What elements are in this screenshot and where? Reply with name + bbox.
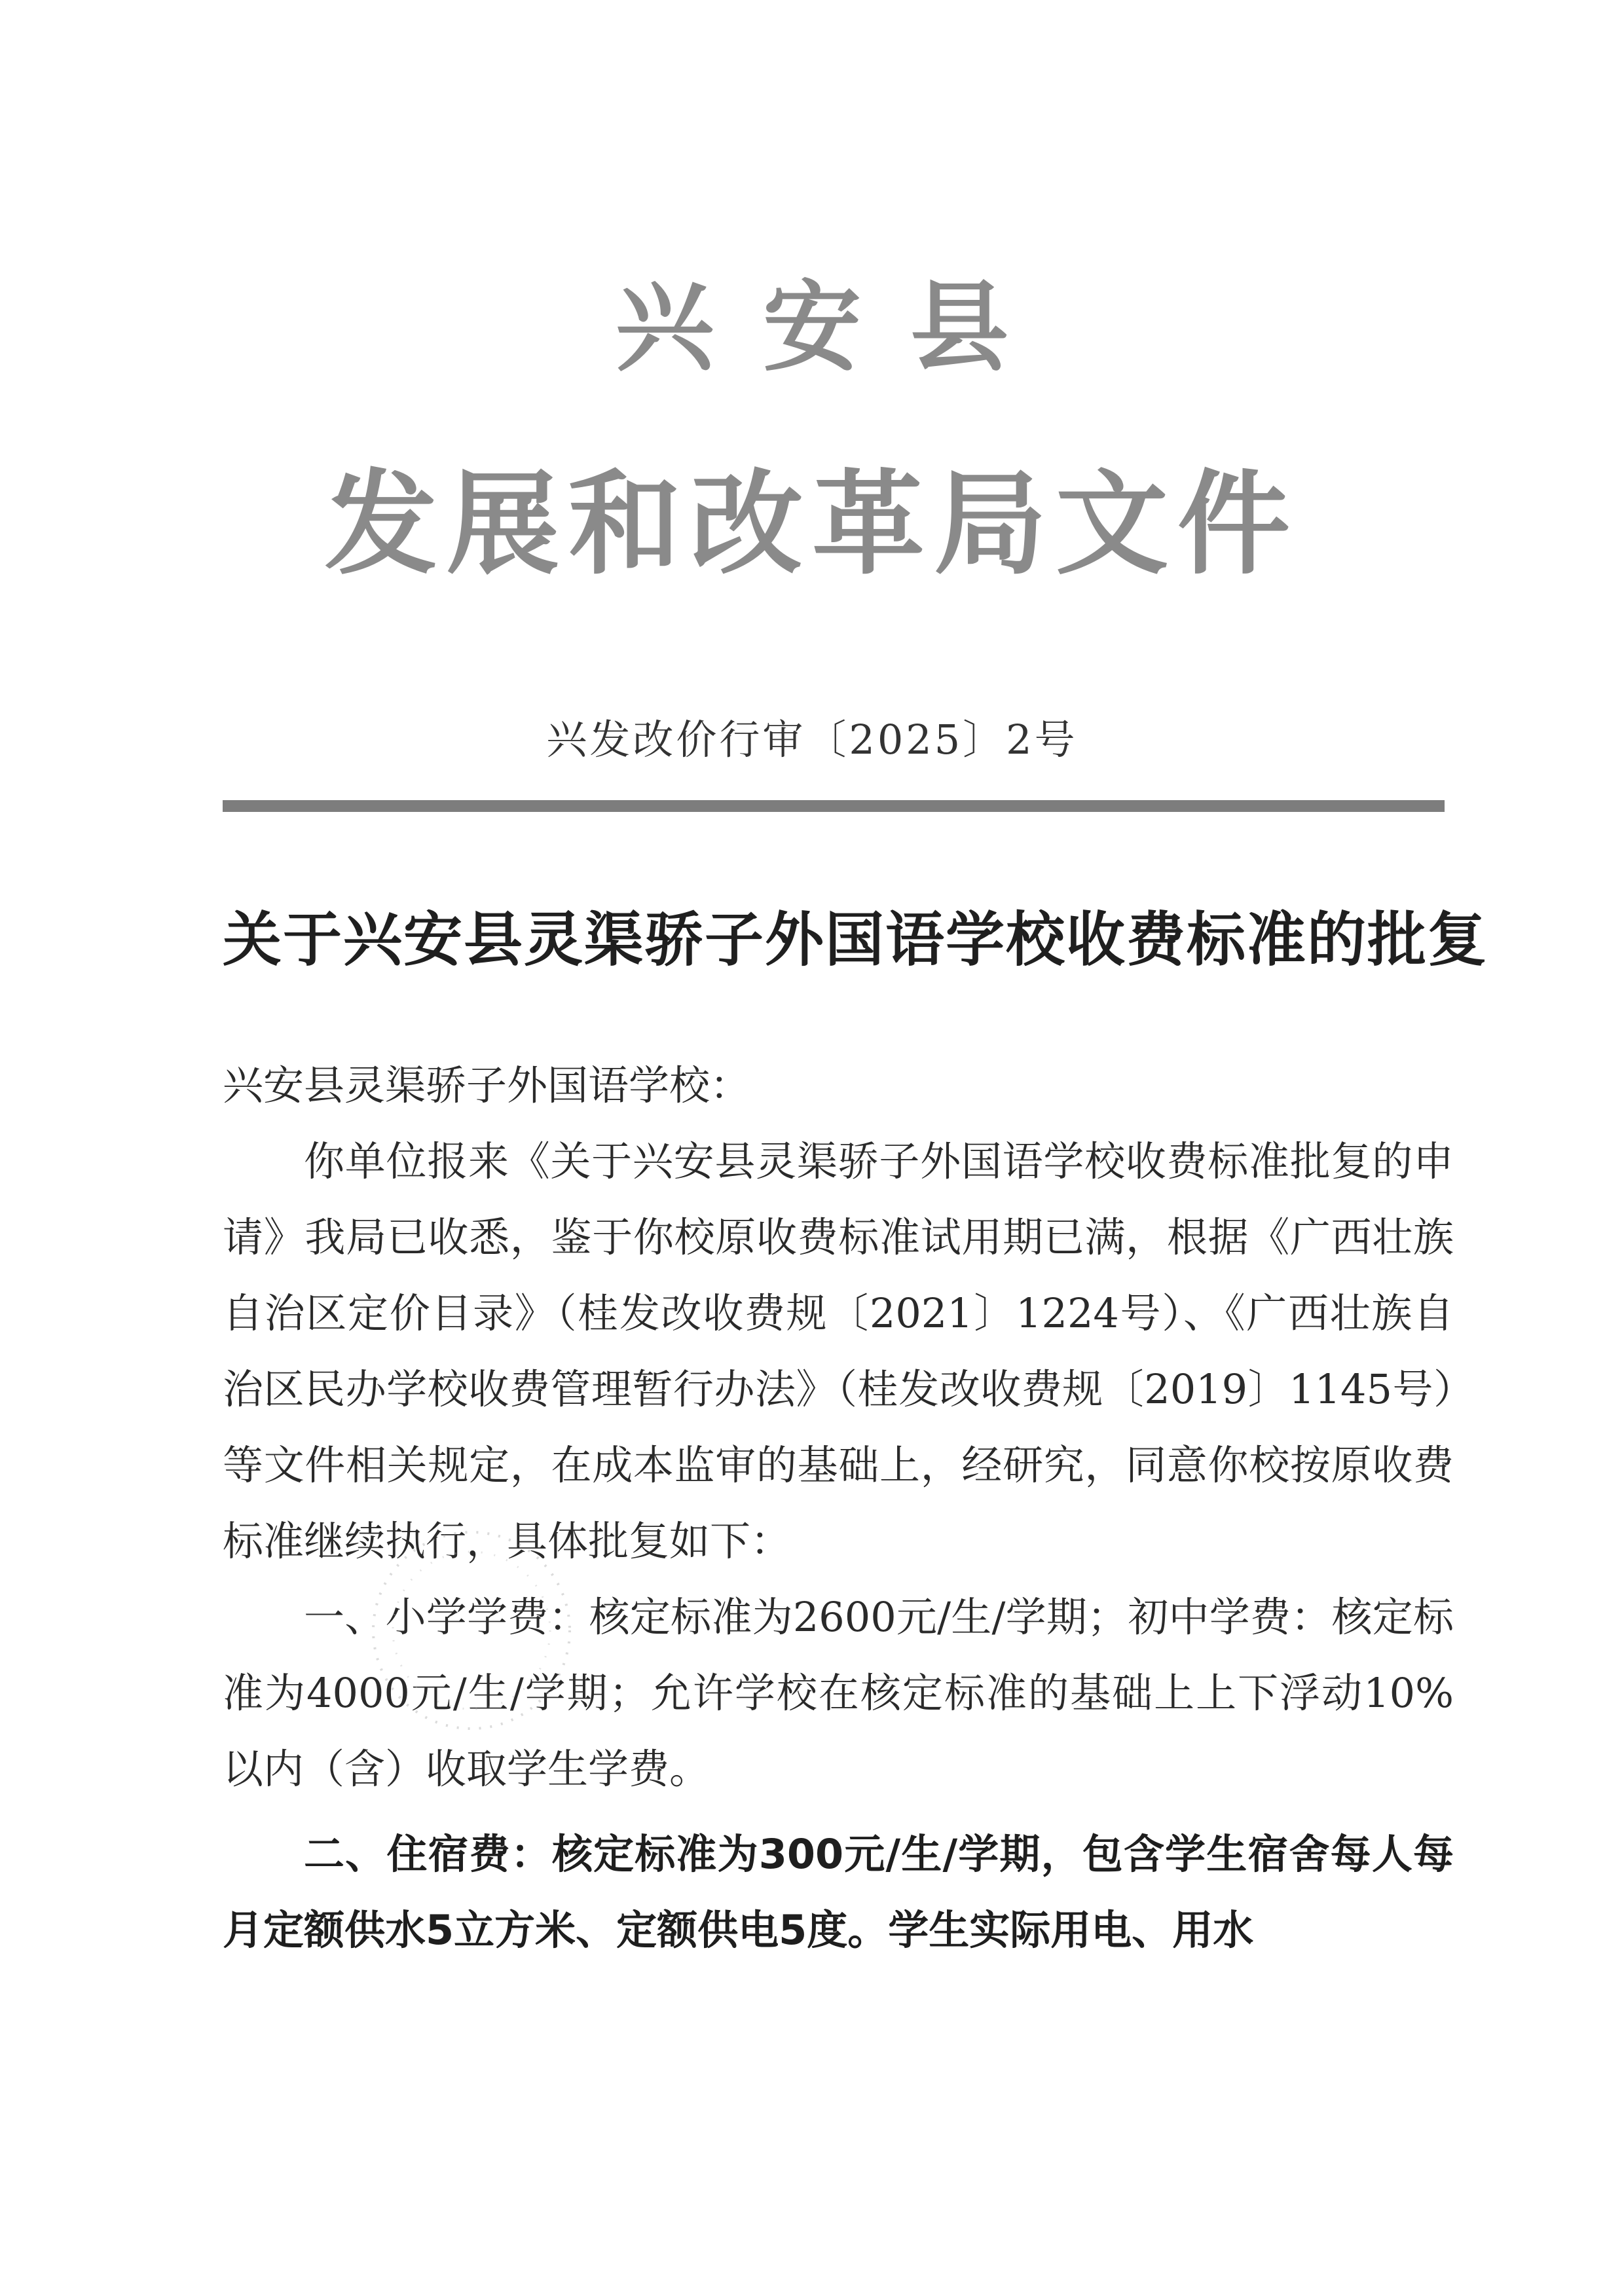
- issuing-bureau: 发展和改革局文件: [325, 457, 1299, 590]
- issuing-county: 兴安县: [615, 270, 1058, 385]
- salutation: 兴安县灵渠骄子外国语学校：: [223, 1061, 751, 1109]
- header-divider: [223, 800, 1445, 812]
- paragraph-tuition: 一、小学学费：核定标准为2600元/生/学期；初中学费：核定标准为4000元/生/学期；允许学校在核定标准的基础上上下浮动10%以内（含）收取学生学费。: [223, 1593, 1454, 1793]
- document-title: 关于兴安县灵渠骄子外国语学校收费标准的批复: [223, 905, 1488, 974]
- document-body: [223, 1048, 1454, 1968]
- paragraph-accommodation: 二、住宿费：核定标准为300元/生/学期，包含学生宿舍每人每月定额供水5立方米、定额供电5度。学生实际用电、用水: [223, 1830, 1454, 1954]
- faint-seal-trace: [367, 1519, 576, 1742]
- document-number: 兴发改价行审〔2025〕2号: [546, 716, 1078, 763]
- paragraph-intro: 你单位报来《关于兴安县灵渠骄子外国语学校收费标准批复的申请》我局已收悉，鉴于你校原收费标准试用期已满，根据《广西壮族自治区定价目录》（桂发改收费规〔2021〕1224号）、《广西壮族自治区民办学校收费管理暂行办法》（桂发改收费规〔2019〕1145号）等文件相关规定，在成本监审的基础上，经研究，同意你校按原收费标准继续执行，具体批复如下：: [223, 1137, 1454, 1565]
